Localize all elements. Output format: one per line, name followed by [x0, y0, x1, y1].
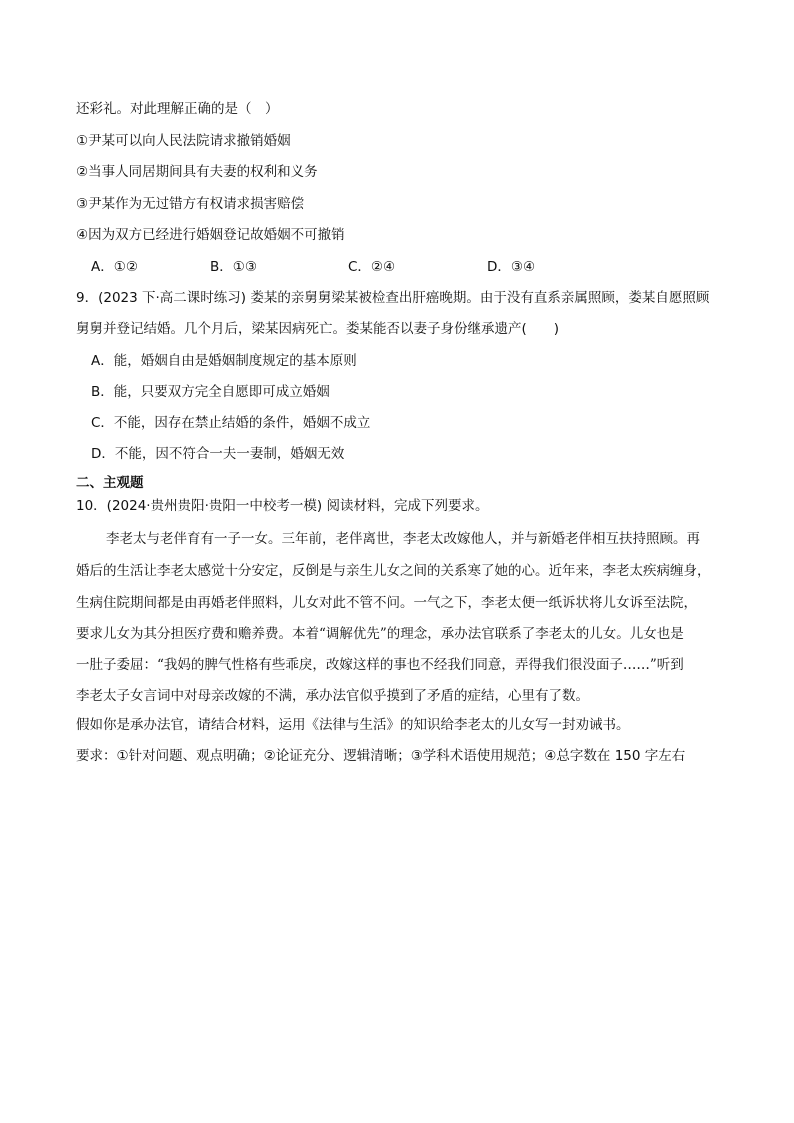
- q8-stem-tail: 还彩礼。对此理解正确的是（ ）: [76, 101, 279, 117]
- q10-material-line-2: 婚后的生活让李老太感觉十分安定，反倒是与亲生儿女之间的关系寒了她的心。近年来，李老太疾病缠身，: [76, 563, 711, 579]
- q9-option-b: B．能，只要双方完全自愿即可成立婚姻: [91, 384, 330, 400]
- q9-option-c: C．不能，因存在禁止结婚的条件，婚姻不成立: [91, 415, 371, 431]
- q8-option-b: B．①③: [210, 259, 257, 275]
- q9-option-a: A．能，婚姻自由是婚姻制度规定的基本原则: [91, 353, 357, 369]
- q8-item-1: ①尹某可以向人民法院请求撤销婚姻: [76, 133, 291, 149]
- q8-item-4: ④因为双方已经进行婚姻登记故婚姻不可撤销: [76, 227, 345, 243]
- q8-option-a: A．①②: [91, 259, 138, 275]
- q10-requirements: 要求：①针对问题、观点明确；②论证充分、逻辑清晰；③学科术语使用规范；④总字数在 150 字左右: [76, 748, 686, 764]
- q10-stem: 10．(2024·贵州贵阳·贵阳一中校考一模) 阅读材料，完成下列要求。: [76, 498, 489, 514]
- q8-item-3: ③尹某作为无过错方有权请求损害赔偿: [76, 196, 305, 212]
- section-heading: 二、主观题: [76, 475, 144, 491]
- q9-option-d: D．不能，因不符合一夫一妻制，婚姻无效: [91, 446, 345, 462]
- q8-option-c: C．②④: [348, 259, 396, 275]
- q8-option-d: D．③④: [487, 259, 536, 275]
- q10-material-line-6: 李老太子女言词中对母亲改嫁的不满，承办法官似乎摸到了矛盾的症结，心里有了数。: [76, 688, 589, 704]
- q9-stem-line-1: 9．(2023 下·高二课时练习) 娄某的亲舅舅梁某被检查出肝癌晚期。由于没有直系亲属照顾，娄某自愿照顾: [76, 290, 710, 306]
- q10-material-line-3: 生病住院期间都是由再婚老伴照料，儿女对此不管不问。一气之下，李老太便一纸诉状将儿女诉至法院，: [76, 595, 697, 611]
- q8-item-2: ②当事人同居期间具有夫妻的权利和义务: [76, 164, 318, 180]
- q10-material-line-5: 一肚子委屈：“我妈的脾气性格有些乖戾，改嫁这样的事也不经我们同意，弄得我们很没面子……”听到: [76, 657, 684, 673]
- q10-material-line-1: 李老太与老伴育有一子一女。三年前，老伴离世，李老太改嫁他人，并与新婚老伴相互扶持照顾。再: [106, 531, 700, 547]
- q9-stem-line-2: 舅舅并登记结婚。几个月后，梁某因病死亡。娄某能否以妻子身份继承遗产( ): [76, 321, 560, 337]
- q10-task: 假如你是承办法官，请结合材料，运用《法律与生活》的知识给李老太的儿女写一封劝诫书。: [76, 717, 630, 733]
- q10-material-line-4: 要求儿女为其分担医疗费和赡养费。本着“调解优先”的理念，承办法官联系了李老太的儿女。儿女也是: [76, 626, 684, 642]
